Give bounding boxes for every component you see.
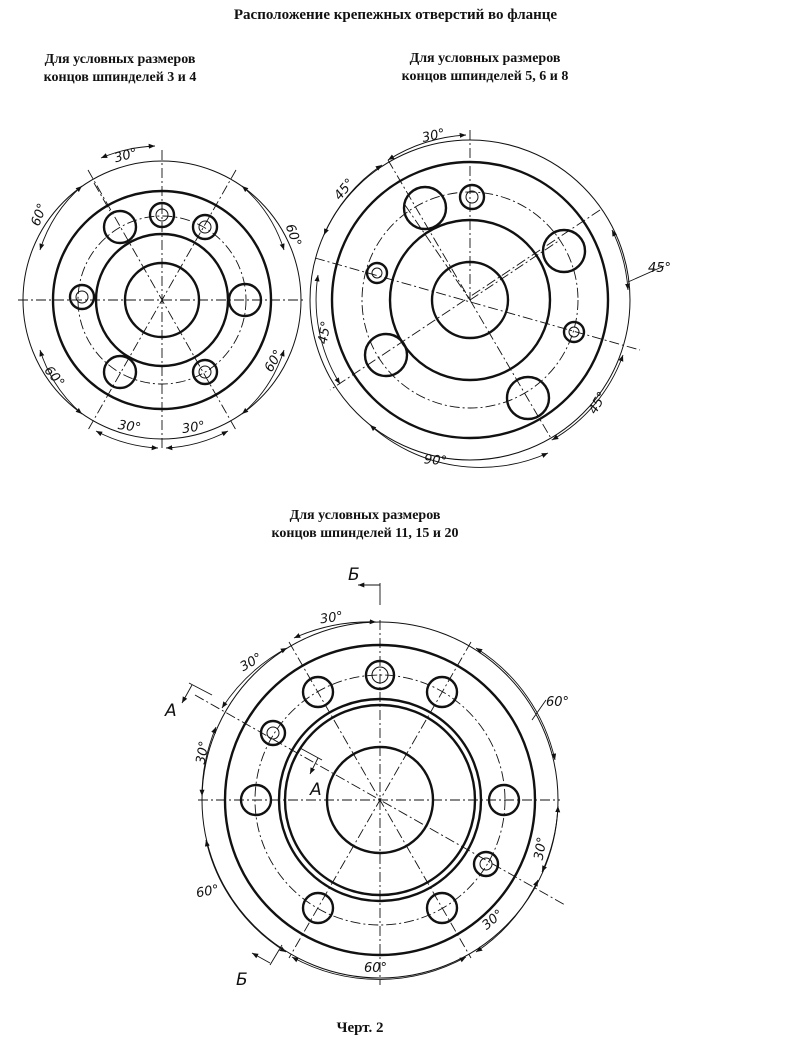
- fig3-label-60-upper-right: 60°: [546, 695, 570, 710]
- fig3-section-a-inner-arrow: [310, 758, 318, 774]
- fig3-threaded-hole-right-core: [480, 858, 492, 870]
- fig3-threaded-hole-left: [261, 721, 285, 745]
- fig2-dim-arc-45-lower-right: [552, 355, 623, 440]
- flange-figure-3: [164, 565, 569, 990]
- fig2-label-30-top: 30°: [420, 126, 447, 146]
- figure2-caption-line2: концов шпинделей 5, 6 и 8: [401, 69, 569, 84]
- fig2-threaded-hole-right: [564, 322, 584, 342]
- fig1-label-60-lower-right: 60°: [261, 347, 287, 375]
- fig2-threaded-hole-left: [367, 263, 387, 283]
- fig1-label-30-top: 30°: [112, 145, 139, 167]
- fig3-section-mark-b-bottom: Б: [236, 970, 248, 990]
- fig2-axis-hole-ur: [470, 240, 560, 300]
- fig1-label-30-bottom-left: 30°: [116, 417, 142, 437]
- fig3-section-b-bottom-arrow: [252, 953, 270, 963]
- fig2-clearance-hole-lower-left: [365, 334, 407, 376]
- fig2-label-45-left: 45°: [315, 319, 335, 346]
- fig3-threaded-hole-right: [474, 852, 498, 876]
- fig2-clearance-hole-lower-right: [507, 377, 549, 419]
- fig1-threaded-hole-upper-right: [193, 215, 217, 239]
- fig1-axis-hole-b: [94, 183, 110, 211]
- figure3-caption-line1: Для условных размеров: [289, 508, 441, 523]
- figure3-caption-line2: концов шпинделей 11, 15 и 20: [271, 526, 459, 541]
- flange-figure-2: [310, 126, 671, 469]
- fig3-label-30-upper-left: 30°: [237, 650, 266, 675]
- fig1-label-60-lower-left: 60°: [40, 363, 68, 391]
- fig3-section-mark-a-outer: А: [165, 701, 177, 721]
- fig1-label-60-left: 60°: [28, 201, 51, 229]
- fig1-clearance-hole-lower-left: [104, 356, 136, 388]
- flange-figure-1: [18, 146, 305, 450]
- fig3-section-mark-a-inner: А: [310, 780, 322, 800]
- fig3-label-30-right: 30°: [531, 835, 551, 862]
- fig3-label-60-bottom: 60°: [364, 961, 388, 976]
- fig1-threaded-hole-upper-right-core: [199, 221, 211, 233]
- fig2-label-45-lower-right: 45°: [585, 389, 611, 417]
- fig2-axis-hole-ul: [405, 205, 470, 300]
- fig2-clearance-hole-upper-right: [543, 230, 585, 272]
- fig3-label-30-lower-right: 30°: [479, 906, 507, 934]
- fig3-label-30-top: 30°: [319, 609, 345, 628]
- fig2-threaded-hole-top: [460, 185, 484, 209]
- fig2-label-45-upper-left: 45°: [331, 175, 358, 204]
- fig2-threaded-hole-top-core: [466, 191, 478, 203]
- fig3-threaded-hole-left-core: [267, 727, 279, 739]
- drawing-caption: Черт. 2: [336, 1020, 384, 1036]
- fig2-threaded-hole-left-core: [372, 268, 382, 278]
- fig3-label-30-left: 30°: [193, 739, 213, 766]
- fig3-label-60-lower-left: 60°: [194, 882, 221, 902]
- figure1-caption-line1: Для условных размеров: [44, 52, 196, 67]
- fig2-label-90-bottom: 90°: [423, 452, 448, 470]
- fig3-section-a-inner-stroke: [300, 748, 322, 760]
- fig2-label-45-right: 45°: [648, 261, 672, 276]
- fig1-label-60-right: 60°: [281, 222, 304, 249]
- fig2-dim-arc-45-right: [612, 230, 628, 290]
- figure2-caption-line1: Для условных размеров: [409, 51, 561, 66]
- fig3-section-mark-b-top: Б: [348, 565, 360, 585]
- fig1-threaded-hole-left: [70, 285, 94, 309]
- figure1-caption-line2: концов шпинделей 3 и 4: [43, 70, 197, 85]
- fig1-dim-arc-60-right: [242, 186, 284, 250]
- fig2-axis-diag-c: [330, 210, 600, 390]
- fig1-label-30-bottom-right: 30°: [181, 418, 207, 438]
- page-title: Расположение крепежных отверстий во фланце: [233, 7, 558, 23]
- fig3-section-a-outer-arrow: [182, 685, 192, 703]
- fig3-section-a-outer-stroke: [189, 683, 212, 695]
- fig2-dim-arc-90-bottom: [370, 425, 548, 470]
